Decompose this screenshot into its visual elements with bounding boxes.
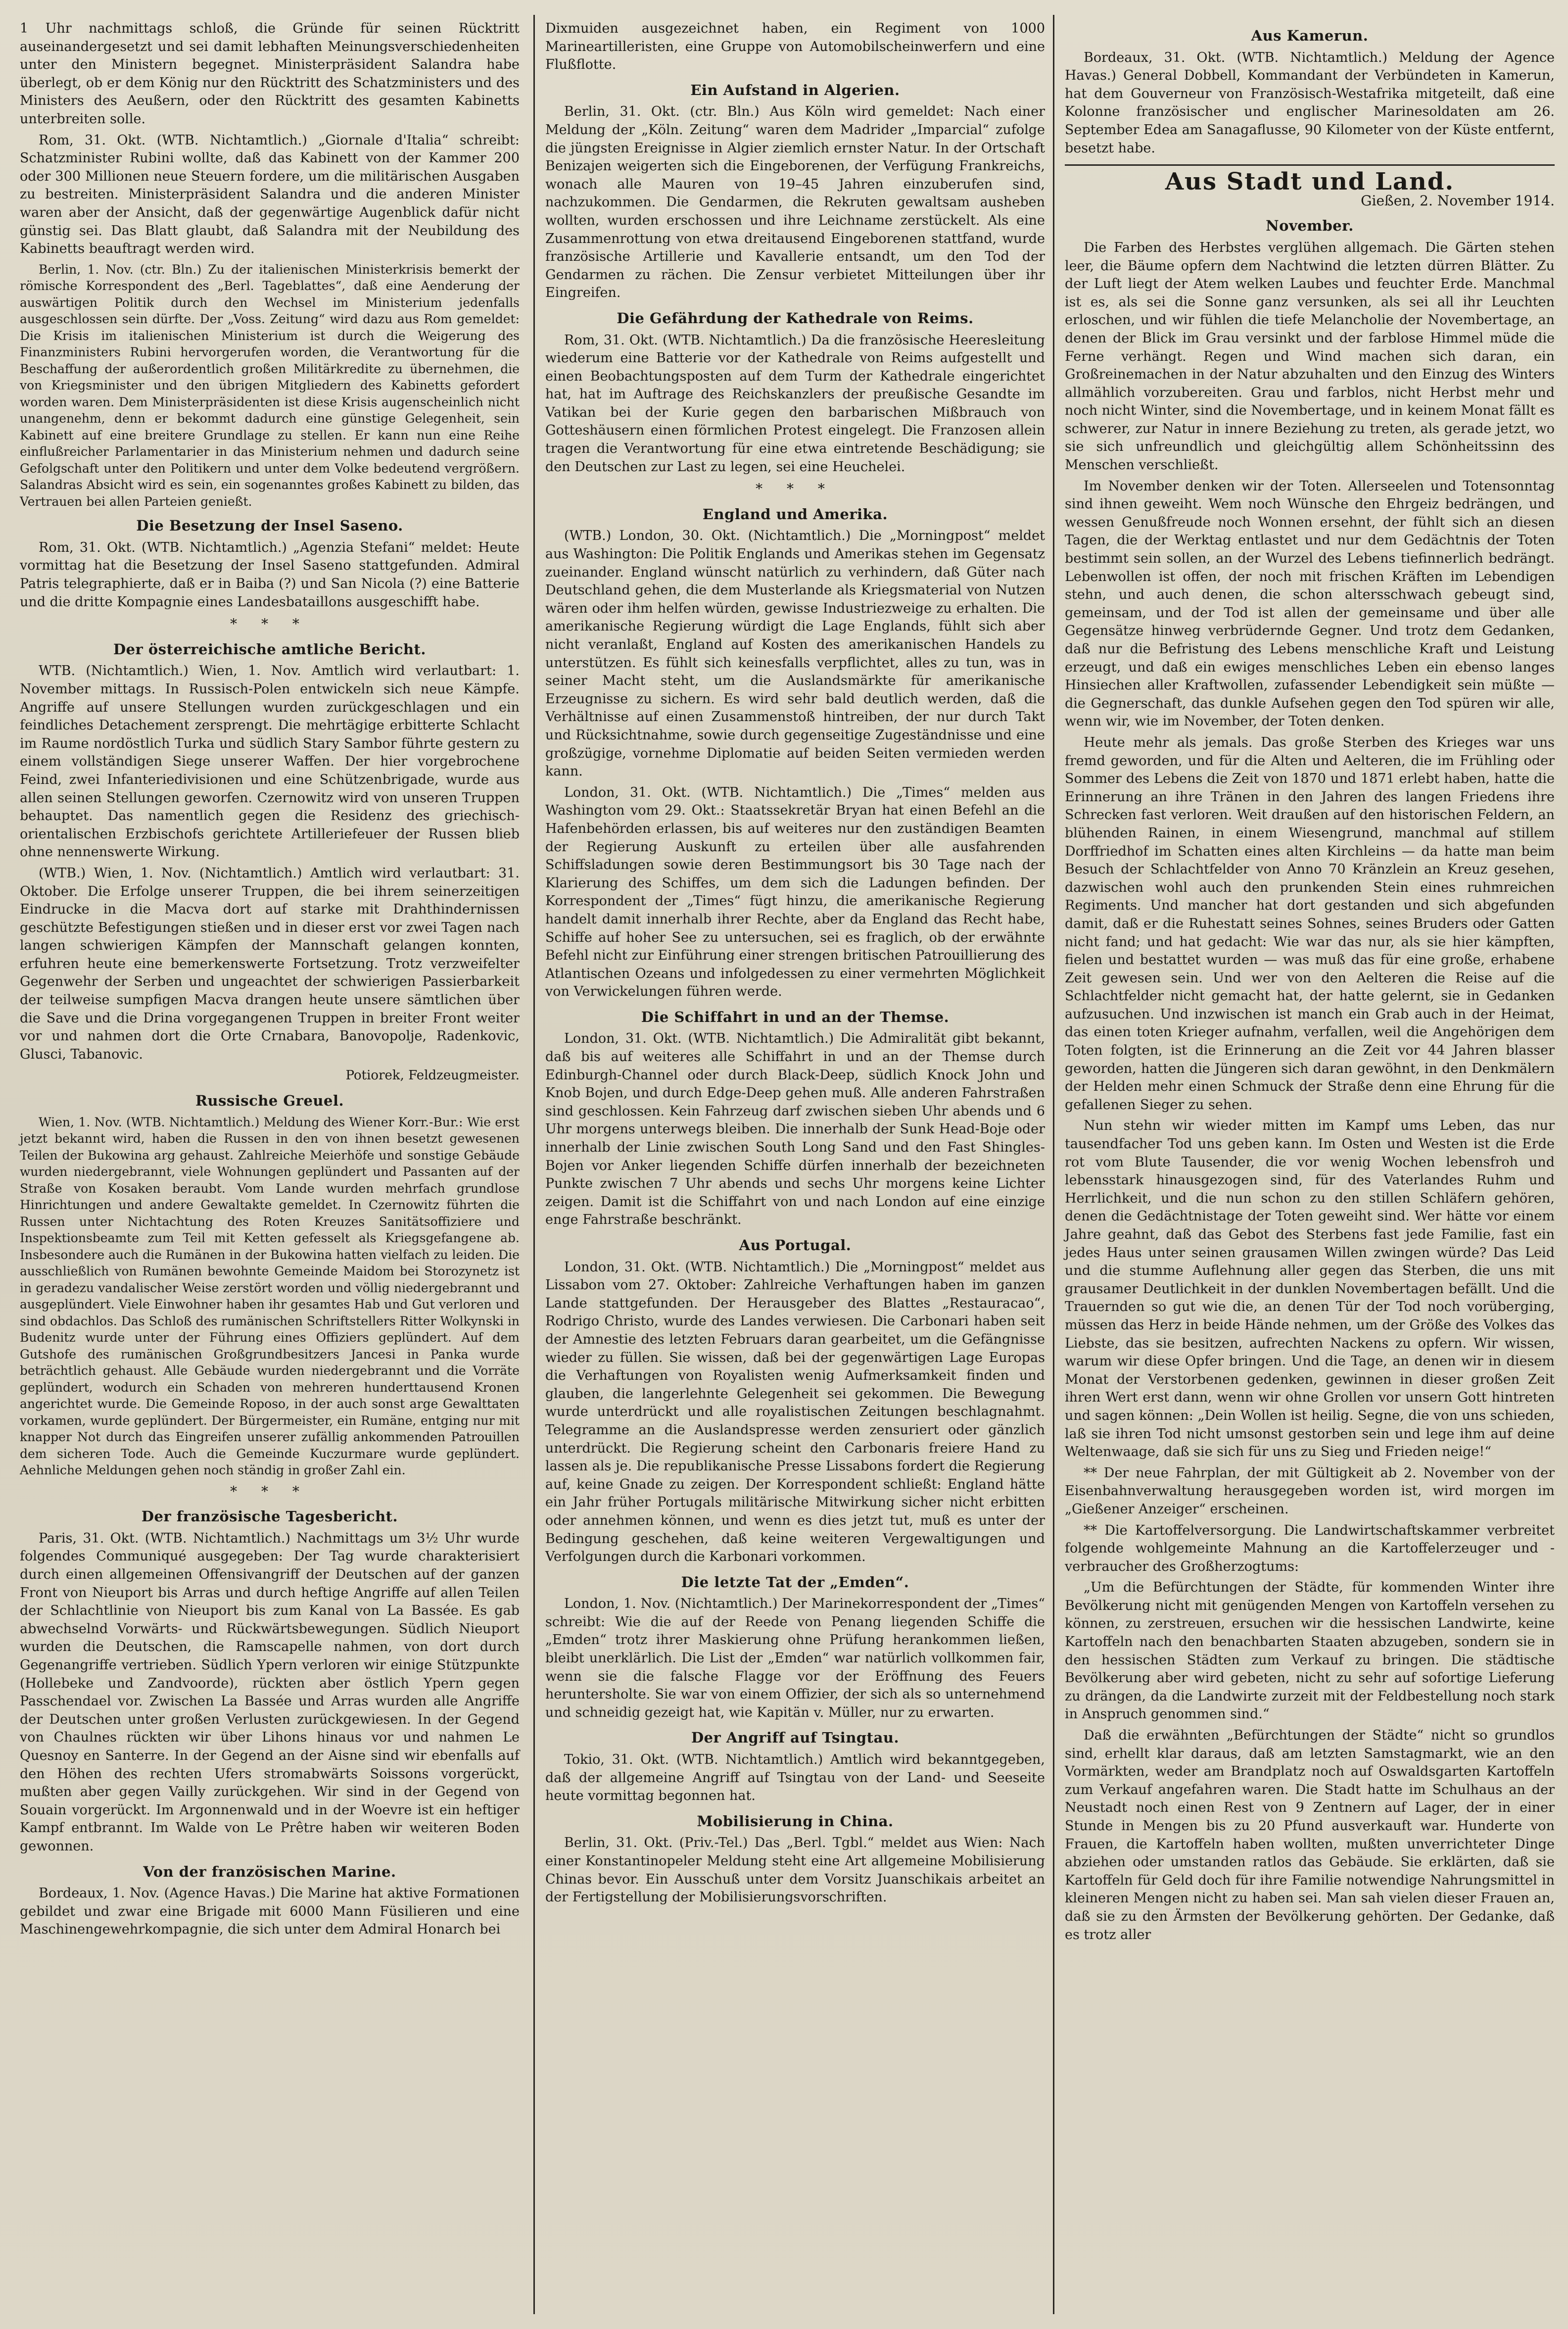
article-heading: Ein Aufstand in Algerien. [690,81,900,98]
paragraph: London, 31. Okt. (WTB. Nichtamtlich.) Die „Morningpost“ meldet aus Lissabon vom 27. Oktober: Zahlreiche Verhaftungen haben im ganzen Lande stattgefunden. Der Herausgeber des Blattes „Restauracao“, Rodrigo Christo, wurde des Landes verwiesen. Die Carbonari haben seit der Amnestie des letzten Februars daran gearbeitet, um die Gefängnisse wieder zu füllen. Sie wissen, daß bei der gegenwärtigen Lage Europas die Verhaftungen von Royalisten wenig Aufmerksamkeit finden und glauben, die langerlehnte Gelegenheit sei gekommen. Die Bewegung wurde unterdrückt und alle royalistischen Zeitungen beschlagnahmt. Telegramme an die Auslandspresse werden zensuriert oder gänzlich unterdrückt. Die Regierung scheint den Carbonaris freiere Hand zu lassen als je. Die republikanische Presse Lissabons fordert die Regierung auf, keine Gnade zu zeigen. Der Korrespondent schließt: England hätte ein Jahr früher Portugals militärische Mitwirkung sicher nicht erbitten oder annehmen können, und wenn es dies jetzt tut, muß es unter der Bedingung geschehen, daß keine weiteren Vergewaltigungen und Verfolgungen durch die Karbonari vorkommen. [545,1259,1045,1565]
paragraph: (WTB.) London, 30. Okt. (Nichtamtlich.) Die „Morningpost“ meldet aus Washington: Die Politik Englands und Amerikas stehen im Gegensatz zueinander. England wünscht natürlich zu verhindern, daß Güter nach Deutschland gehen, die dem Musterlande als Kriegsmaterial von Nutzen wären oder ihm helfen würden, gewisse Industriezweige zu erhalten. Die amerikanische Regierung würdigt die Lage Englands, fühlt sich aber nicht veranlaßt, England auf Kosten des amerikanischen Handels zu unterstützen. Es fühlt sich keinesfalls verpflichtet, alles zu tun, was in seiner Macht steht, um die Auslandsmärkte für amerikanische Erzeugnisse zu sichern. Es wird sehr bald deutlich werden, daß die Verhältnisse auf einen Zusammenstoß hintreiben, der nur durch Takt und Rücksichtnahme, sowie durch gegenseitige Zugeständnisse und eine großzügige, vornehme Diplomatie auf beiden Seiten vermieden werden kann. [545,528,1045,779]
column-2 [545,20,1045,1910]
paragraph: Berlin, 31. Okt. (ctr. Bln.) Aus Köln wird gemeldet: Nach einer Meldung der „Köln. Zeitung“ waren dem Madrider „Imparcial“ zufolge die jüngsten Ereignisse in Algier ziemlich ernster Natur. In der Ortschaft Benizajen weigerten sich die Eingeborenen, der Verfügung Frankreichs, wonach alle Mauren von 19–45 Jahren einzuberufen sind, nachzukommen. Die Gendarmen, die Rekruten gewaltsam ausheben wollten, wurden erschossen und ihre Leichname zerstückelt. Als eine Zusammenrottung von etwa dreitausend Eingeborenen stattfand, wurde französische Artillerie und Kavallerie entsandt, um den Tod der Gendarmen zu rächen. Die Zensur verbietet Mitteilungen über ihr Eingreifen. [545,104,1045,301]
paragraph: Dixmuiden ausgezeichnet haben, ein Regiment von 1000 Marineartilleristen, eine Gruppe von Automobilscheinwerfern und eine Flußflotte. [545,21,1045,73]
paragraph: „Um die Befürchtungen der Städte, für kommenden Winter ihre Bevölkerung nicht mit genügenden Mengen von Kartoffeln versehen zu können, zu zerstreuen, ersuchen wir die hessischen Landwirte, keine Kartoffeln nach den benachbarten Staaten abzugeben, sondern sie in den hessischen Städten zum Verkauf zu bringen. Die städtische Bevölkerung aber wird gebeten, nicht zu sehr auf sofortige Lieferung zu drängen, da die Landwirte zurzeit mit der Feldbestellung noch stark in Anspruch genommen sind.“ [1065,1580,1555,1722]
dateline: Gießen, 2. November 1914. [1361,192,1555,209]
column-1 [20,20,520,1942]
article-heading: Russische Greuel. [195,1092,344,1110]
paragraph: Rom, 31. Okt. (WTB. Nichtamtlich.) Da die französische Heeresleitung wiederum eine Batterie vor der Kathedrale von Reims aufgestellt und einen Beobachtungsposten auf dem Turm der Kathedrale eingerichtet hat, hat im Auftrage des Reichskanzlers der preußische Gesandte im Vatikan bei der Kurie gegen den barbarischen Mißbrauch von Gotteshäusern einen förmlichen Protest eingelegt. Die Franzosen allein tragen die Verantwortung für eine etwa eintretende Beschädigung; sie den Deutschen zur Last zu legen, sei eine Heuchelei. [545,332,1045,475]
paragraph: Tokio, 31. Okt. (WTB. Nichtamtlich.) Amtlich wird bekanntgegeben, daß der allgemeine Angriff auf Tsingtau von der Land- und Seeseite heute vormittag begonnen hat. [545,1752,1045,1804]
article-heading: November. [1266,217,1354,235]
section-divider [1065,164,1555,166]
paragraph: Berlin, 31. Okt. (Priv.-Tel.) Das „Berl. Tgbl.“ meldet aus Wien: Nach einer Konstantinopeler Meldung steht eine Art allgemeine Mobilisierung Chinas bevor. Ein Ausschuß unter dem Vorsitz Juanschikais arbeitet an der Fertigstellung der Mobilisierungsvorschriften. [545,1835,1045,1905]
paragraph: London, 31. Okt. (WTB. Nichtamtlich.) Die „Times“ melden aus Washington vom 29. Okt.: Staatssekretär Bryan hat einen Befehl an die Hafenbehörden erlassen, bis auf weiteres nur den zuständigen Beamten der Regierung Auskunft zu erteilen über alle ausfahrenden Schiffsladungen sowie deren Bestimmungsort bis 30 Tage nach der Klarierung des Schiffes, um dem sich die Ladungen befinden. Der Korrespondent der „Times“ fügt hinzu, die amerikanische Regierung handelt damit innerhalb ihrer Rechte, aber da England das Recht habe, Schiffe auf hoher See zu untersuchen, sei es fraglich, ob der erwähnte Befehl nicht zur Einführung einer strengen britischen Patrouillierung des Atlantischen Ozeans und infolgedessen zu einer vermehrten Möglichkeit von Verwickelungen führen werde. [545,784,1045,1000]
paragraph: 1 Uhr nachmittags schloß, die Gründe für seinen Rücktritt auseinandergesetzt und sei damit lebhaften Meinungsverschiedenheiten unter den Ministern begegnet. Ministerpräsident Salandra habe überlegt, ob er dem König nur den Rücktritt des Schatzministers und des Ministers des Aeußern, oder den Rücktritt des gesamten Kabinetts unterbreiten solle. [20,21,520,127]
column-rule [533,15,535,2314]
paragraph: ** Die Kartoffelversorgung. Die Landwirtschaftskammer verbreitet folgende wohlgemeinte Mahnung an die Kartoffelerzeuger und -verbraucher des Großherzogtums: [1065,1522,1555,1574]
article-heading: Der österreichische amtliche Bericht. [113,640,427,658]
paragraph: Wien, 1. Nov. (WTB. Nichtamtlich.) Meldung des Wiener Korr.-Bur.: Wie erst jetzt bekannt wird, haben die Russen in den von ihnen besetzt gewesenen Teilen der Bukowina arg gehaust. Zahlreiche Meierhöfe und sonstige Gebäude wurden niedergebrannt, viele Wohnungen geplündert und Passanten auf der Straße von Kosaken beraubt. Vom Lande wurden mehrfach grundlose Hinrichtungen und andere Gewaltakte gemeldet. In Czernowitz führten die Russen unter Nichtachtung des Roten Kreuzes Sanitätsoffiziere und Inspektionsbeamte zum Teil mit Ketten gefesselt als Kriegsgefangene ab. Insbesondere auch die Rumänen in der Bukowina hatten vielfach zu leiden. Die ausschließlich von Rumänen bewohnte Gemeinde Maidom bei Storozynetz ist in geradezu vandalischer Weise zerstört worden und völlig niedergebrannt und ausgeplündert. Viele Einwohner haben ihr gesamtes Hab und Gut verloren und sind obdachlos. Das Schloß des rumänischen Schriftstellers Ritter Wolkynski in Budenitz wurde unter der Führung eines Offiziers geplündert. Auf dem Gutshofe des rumänischen Großgrundbesitzers Jancesi in Panka wurde beträchtlich gehaust. Alle Gebäude wurden niedergebrannt und die Vorräte geplündert, wodurch ein Schaden von mehreren hunderttausend Kronen angerichtet wurde. Die Gemeinde Roposo, in der auch sonst arge Gewalttaten vorkamen, wurde geplündert. Der Bürgermeister, ein Rumäne, entging nur mit knapper Not durch das Eingreifen unserer zufällig ankommenden Patrouillen dem sicheren Tode. Auch die Gemeinde Kuczurmare wurde geplündert. Aehnliche Meldungen gehen noch ständig in großer Zahl ein. [20,1115,520,1478]
paragraph: WTB. (Nichtamtlich.) Wien, 1. Nov. Amtlich wird verlautbart: 1. November mittags. In Russisch-Polen entwickeln sich neue Kämpfe. Angriffe auf unsere Stellungen wurden zurückgeschlagen und ein feindliches Detachement zersprengt. Die mehrtägige erbitterte Schlacht im Raume nordöstlich Turka und südlich Stary Sambor führte gestern zu einem vollständigen Siege unserer Waffen. Der hier vorgebrochene Feind, zwei Infanteriedivisionen und eine Schützenbrigade, wurde aus allen seinen Stellungen geworfen. Czernowitz wird von unseren Truppen behauptet. Das namentlich gegen die Residenz des griechisch-orientalischen Erzbischofs gerichtete Artilleriefeuer der Russen blieb ohne nennenswerte Wirkung. [20,663,520,860]
paragraph: ** Der neue Fahrplan, der mit Gültigkeit ab 2. November von der Eisenbahnverwaltung herausgegeben worden ist, wird morgen im „Gießener Anzeiger“ erscheinen. [1065,1465,1555,1517]
column-rule [1053,15,1054,2314]
paragraph: Nun stehn wir wieder mitten im Kampf ums Leben, das nur tausendfacher Tod uns geben kann. Im Osten und Westen ist die Erde rot vom Blute Tausender, die vor wenig Wochen lebensfroh und lebensstark hinausgezogen sind, für des Vaterlandes Ruhm und Herrlichkeit, und die nun schon zu den stillen Schläfern gehören, denen die Gedächtnistage der Toten geweiht sind. Wer hätte vor einem Jahre geahnt, daß das Gebot des Sterbens fast jede Familie, fast ein jedes Haus unter seinen grausamen Willen zwingen würde? Das Leid und die stumme Auflehnung aller gegen das Sterben, die uns mit grausamer Deutlichkeit in der dunklen Novembertagen befällt. Und die Trauernden so gut wie die, an denen Tür der Tod noch vorüberging, müssen das Herz in beide Hände nehmen, um der Größe des Volkes das Liebste, das sie besitzen, aufrechten Nackens zu opfern. Wir wissen, warum wir diese Opfer bringen. Und die Tage, an denen wir in diesem Monat der Verstorbenen gedenken, gewinnen in dieser großen Zeit ihren Wert erst dann, wenn wir ohne Grollen vor unsern Gott hintreten und sagen können: „Dein Wollen ist heilig. Segne, die von uns schieden, laß sie ihren Tod nicht umsonst gestorben sein und lege ihm auf deine Weltenwaage, daß sie sich für uns zu Sieg und Frieden neige!“ [1065,1118,1555,1460]
paragraph: Bordeaux, 31. Okt. (WTB. Nichtamtlich.) Meldung der Agence Havas.) General Dobbell, Kommandant der Verbündeten in Kamerun, hat dem Gouverneur von Französisch-Westafrika mitgeteilt, daß eine Kolonne französischer und englischer Marinesoldaten am 26. September Edea am Sanagaflusse, 90 Kilometer von der Küste entfernt, besetzt habe. [1065,49,1555,156]
article-heading: Mobilisierung in China. [697,1812,894,1830]
section-stars: * * * [230,616,309,632]
article-heading: Die Gefährdung der Kathedrale von Reims. [617,309,974,327]
article-heading: Der französische Tagesbericht. [141,1508,398,1525]
paragraph: Im November denken wir der Toten. Allerseelen und Totensonntag sind ihnen geweiht. Wem noch Wünsche den Ehrgeiz bedrängen, und wessen Genußfreude noch Wonnen ersehnt, der fühlt sich an diesen Tagen, die der Werktag entlastet und nur dem Gedächtnis der Toten bestimmt sein sollen, an der Wurzel des Lebens tiefinnerlich bedrängt. Lebenwollen ist offen, der noch mit frischen Kräften im Lebendigen stehn, und auch denen, die schon altersschwach gebeugt sind, gemeinsam, und der Tod ist allen der gemeinsame und über alle Gegensätze hinweg verbrüdernde Gegner. Und trotz dem Gedanken, daß nur die Befristung des Lebens menschliche Kraft und Leistung erzeugt, und daß ein ewiges menschliches Leben ein ebenso langes Hinsiechen aller Kraftwollen, zufassender Lebendigkeit sein müßte — die Gegnerschaft, das dunkle Aufsehen gegen den Tod spüren wir alle, wenn wir, wie im November, der Toten denken. [1065,478,1555,729]
paragraph: Rom, 31. Okt. (WTB. Nichtamtlich.) „Giornale d'Italia“ schreibt: Schatzminister Rubini wollte, daß das Kabinett von der Kammer 200 oder 300 Millionen neue Steuern fordere, um die militärischen Ausgaben zu bestreiten. Ministerpräsident Salandra und die anderen Minister waren aber der Ansicht, daß der gegenwärtige Augenblick dafür nicht günstig sei. Das Blatt glaubt, daß Salandra mit der Neubildung des Kabinetts beauftragt werden wird. [20,132,520,257]
section-stars: * * * [230,1483,309,1500]
paragraph: Rom, 31. Okt. (WTB. Nichtamtlich.) „Agenzia Stefani“ meldet: Heute vormittag hat die Besetzung der Insel Saseno stattgefunden. Admiral Patris telegraphierte, daß er in Baiba (?) und San Nicola (?) eine Batterie und die dritte Kompagnie eines Landesbataillons ausgeschifft habe. [20,539,520,610]
article-heading: Die Schiffahrt in und an der Themse. [641,1008,950,1025]
paragraph: (WTB.) Wien, 1. Nov. (Nichtamtlich.) Amtlich wird verlautbart: 31. Oktober. Die Erfolge unserer Truppen, die bei ihrem seinerzeitigen Eindrucke in die Macva dort auf starke mit Drahthindernissen geschützte Befestigungen stießen und in dieser erst vor zwei Tagen nach langen schwierigen Kämpfen der Mannschaft gelangen konnten, erfuhren heute eine bemerkenswerte Fortsetzung. Trotz verzweifelter Gegenwehr der Serben und ungeachtet der schwierigen Passierbarkeit der teilweise sumpfigen Macva drangen heute unsere sämtlichen über die Save und die Drina vorgegangenen Truppen in breiter Front weiter vor und nahmen dort die Orte Crnabara, Banovopolje, Radenkovic, Glusci, Tabanovic. [20,865,520,1062]
article-heading: England und Amerika. [702,505,888,523]
paragraph: Berlin, 1. Nov. (ctr. Bln.) Zu der italienischen Ministerkrisis bemerkt der römische Korrespondent des „Berl. Tageblattes“, daß eine Aenderung der auswärtigen Politik durch den Wechsel im Ministerium jedenfalls ausgeschlossen sein dürfte. Der „Voss. Zeitung“ wird dazu aus Rom gemeldet: Die Krisis im italienischen Ministerium ist durch die Weigerung des Finanzministers Rubini hervorgerufen worden, die Verantwortung für die Beschaffung der außerordentlich großen Militärkredite zu übernehmen, die von Kriegsminister und den übrigen Mitgliedern des Kabinetts gefordert worden waren. Dem Ministerpräsidenten ist diese Krisis augenscheinlich nicht unangenehm, denn er bekommt dadurch eine günstige Gelegenheit, sein Kabinett auf eine breitere Grundlage zu stellen. Er kann nun eine Reihe einflußreicher Parlamentarier in das Ministerium nehmen und dadurch seine Gefolgschaft unter den Politikern und unter dem Volke bedeutend vergrößern. Salandras Absicht wird es sein, ein sogenanntes großes Kabinett zu bilden, das Vertrauen bei allen Parteien genießt. [20,262,520,509]
paragraph: London, 1. Nov. (Nichtamtlich.) Der Marinekorrespondent der „Times“ schreibt: Wie die auf der Reede von Penang liegenden Schiffe die „Emden“ trotz ihrer Maskierung ohne Prüfung herankommen ließen, bleibt unerklärlich. Die List der „Emden“ war natürlich vollkommen fair, wenn sie die falsche Flagge vor der Eröffnung des Feuers heruntersholte. Sie war von einem Offizier, der sich als so unternehmend und schneidig gezeigt hat, wie Kapitän v. Müller, nur zu erwarten. [545,1596,1045,1720]
paragraph: London, 31. Okt. (WTB. Nichtamtlich.) Die Admiralität gibt bekannt, daß bis auf weiteres alle Schiffahrt in und an der Themse durch Edinburgh-Channel oder durch Black-Deep, südlich Knock John und Knob Bojen, und durch Edge-Deep gehen muß. Alle anderen Fahrstraßen sind geschlossen. Kein Fahrzeug darf zwischen sieben Uhr abends und 6 Uhr morgens unterwegs bleiben. Die innerhalb der Sunk Head-Boje oder innerhalb der Linie zwischen South Long Sand und den Fast Shingles-Bojen vor Anker liegenden Schiffe dürfen innerhalb der bezeichneten Punkte zwischen 7 Uhr abends und sechs Uhr morgens keine Lichter zeigen. Damit ist die Schiffahrt von und nach London auf eine einzige enge Fahrstraße beschränkt. [545,1031,1045,1228]
paragraph: Die Farben des Herbstes verglühen allgemach. Die Gärten stehen leer, die Bäume opfern dem Nachtwind die letzten dürren Blätter. Zu der Luft liegt der Atem welken Laubes und feuchter Erde. Manchmal ist es, als sei die Sonne ganz versunken, als sei all ihr Leuchten erloschen, und wir fühlen die tiefe Melancholie der Novembertage, an denen der Blick im Grau versinkt und der farblose Himmel müde die Ferne verhängt. Regen und Wind machen sich daran, ein Großreinemachen in der Natur abzuhalten und den Einzug des Winters allmählich vorzubereiten. Grau und farblos, nicht Herbst mehr und noch nicht Winter, sind die Novembertage, und in keinem Monat fällt es schwerer, zur Natur in innere Beziehung zu treten, als gerade jetzt, wo sie sich unfreundlich und gleichgültig allem Schönheitssinn des Menschen verschließt. [1065,240,1555,473]
section-stars: * * * [756,481,835,497]
article-heading: Aus Portugal. [739,1237,852,1254]
local-section-title: Aus Stadt und Land. [1165,168,1455,196]
article-heading: Aus Kamerun. [1251,27,1369,44]
paragraph: Heute mehr als jemals. Das große Sterben des Krieges war uns fremd geworden, und für die Alten und Aelteren, die im Frühling oder Sommer des Lebens die Zeit von 1870 und 1871 erlebt haben, hatte die Erinnerung an ihre Tränen in den Jahren des langen Friedens ihre Schrecken fast verloren. Weit draußen auf den historischen Feldern, an blühenden Rainen, in einem Wiesengrund, manchmal auf stillem Dorffriedhof im Schatten eines alten Kirchleins — da hatte man beim Besuch der Schlachtfelder von Anno 70 Kränzlein an Kreuz gesehen, dazwischen wohl auch den prunkenden Stein eines ruhmreichen Regiments. Und mancher hat dort gestanden und sich abgefunden damit, daß er die Ruhestatt seines Sohnes, seines Bruders oder Gatten nicht fand; und hat gedacht: Wie war das nur, als sie hier kämpften, fielen und bestattet wurden — was muß das für eine große, erhabene Zeit gewesen sein. Und wer von den Aelteren die Reise auf die Schlachtfelder nicht gemacht hat, der hatte gelernt, sie in Gedanken aufzusuchen. Und inzwischen ist manch ein Grab auch in der Heimat, das einen toten Krieger aufnahm, verfallen, weil die Angehörigen dem Toten folgten, ist die Erinnerung an die Zeit vor 44 Jahren blasser geworden, hatten die Jüngeren sich daran gewöhnt, in den Denkmälern der Helden mehr einen Schmuck der Straße denn eine Ehrung für die gefallenen Sieger zu sehen. [1065,734,1555,1113]
paragraph: Paris, 31. Okt. (WTB. Nichtamtlich.) Nachmittags um 3½ Uhr wurde folgendes Communiqué ausgegeben: Der Tag wurde charakterisiert durch einen allgemeinen Offensivangriff der Deutschen auf der ganzen Front von Nieuport bis Arras und durch heftige Angriffe auf allen Teilen der Schlachtlinie von Nieuport bis zum Kanal von La Bassée. Es gab abwechselnd Vorwärts- und Rückwärtsbewegungen. Südlich Nieuport wurden die Deutschen, die Ramscapelle nahmen, von dort durch Gegenangriffe vertrieben. Südlich Ypern verloren wir einige Stützpunkte (Hollebeke und Zandvoorde), rückten aber östlich Ypern gegen Passchendael vor. Zwischen La Bassée und Arras wurden alle Angriffe der Deutschen unter großen Verlusten zurückgewiesen. In der Gegend von Chaulnes rückten wir über Lihons hinaus vor und nahmen Le Quesnoy en Santerre. In der Gegend an der Aisne sind wir ebenfalls auf den Höhen des rechten Ufers stromabwärts Soissons vorgerückt, mußten aber gegen Vailly zurückgehen. Wir sind in der Gegend von Souain vorgerückt. Im Argonnenwald und in der Woevre ist ein heftiger Kampf entbrannt. Im Walde von Le Prêtre haben wir weiteren Boden gewonnen. [20,1530,520,1854]
column-3 [1065,20,1555,1947]
paragraph: Bordeaux, 1. Nov. (Agence Havas.) Die Marine hat aktive Formationen gebildet und zwar eine Brigade mit 6000 Mann Füsilieren und eine Maschinengewehrkompagnie, die sich unter dem Admiral Honarch bei [20,1886,520,1938]
article-heading: Von der französischen Marine. [143,1863,396,1880]
article-heading: Der Angriff auf Tsingtau. [691,1729,900,1747]
paragraph: Daß die erwähnten „Befürchtungen der Städte“ nicht so grundlos sind, erhellt klar daraus, daß am letzten Samstagmarkt, wie an den Vormärkten, weder am Brandplatz noch auf Oswaldsgarten Kartoffeln zum Verkauf angefahren waren. Die Stadt hatte im Schulhaus an der Neustadt noch einen Rest von 9 Zentnern auf Lager, der in einer Stunde in Mengen bis zu 20 Pfund ausverkauft war. Hunderte von Frauen, die Kartoffeln haben wollten, mußten unverrichteter Dinge abziehen oder umstanden ratlos das Gebäude. Sie erklärten, daß sie Kartoffeln für Geld doch für ihre Familie notwendige Nahrungsmittel in kleineren Mengen nicht zu haben sei. Man sah vielen dieser Frauen an, daß sie zu den Ärmsten der Bevölkerung gehörten. Der Gedanke, daß es trotz aller [1065,1728,1555,1942]
signature: Potiorek, Feldzeugmeister. [345,1068,520,1083]
article-heading: Die Besetzung der Insel Saseno. [136,517,403,534]
article-heading: Die letzte Tat der „Emden“. [681,1573,909,1591]
